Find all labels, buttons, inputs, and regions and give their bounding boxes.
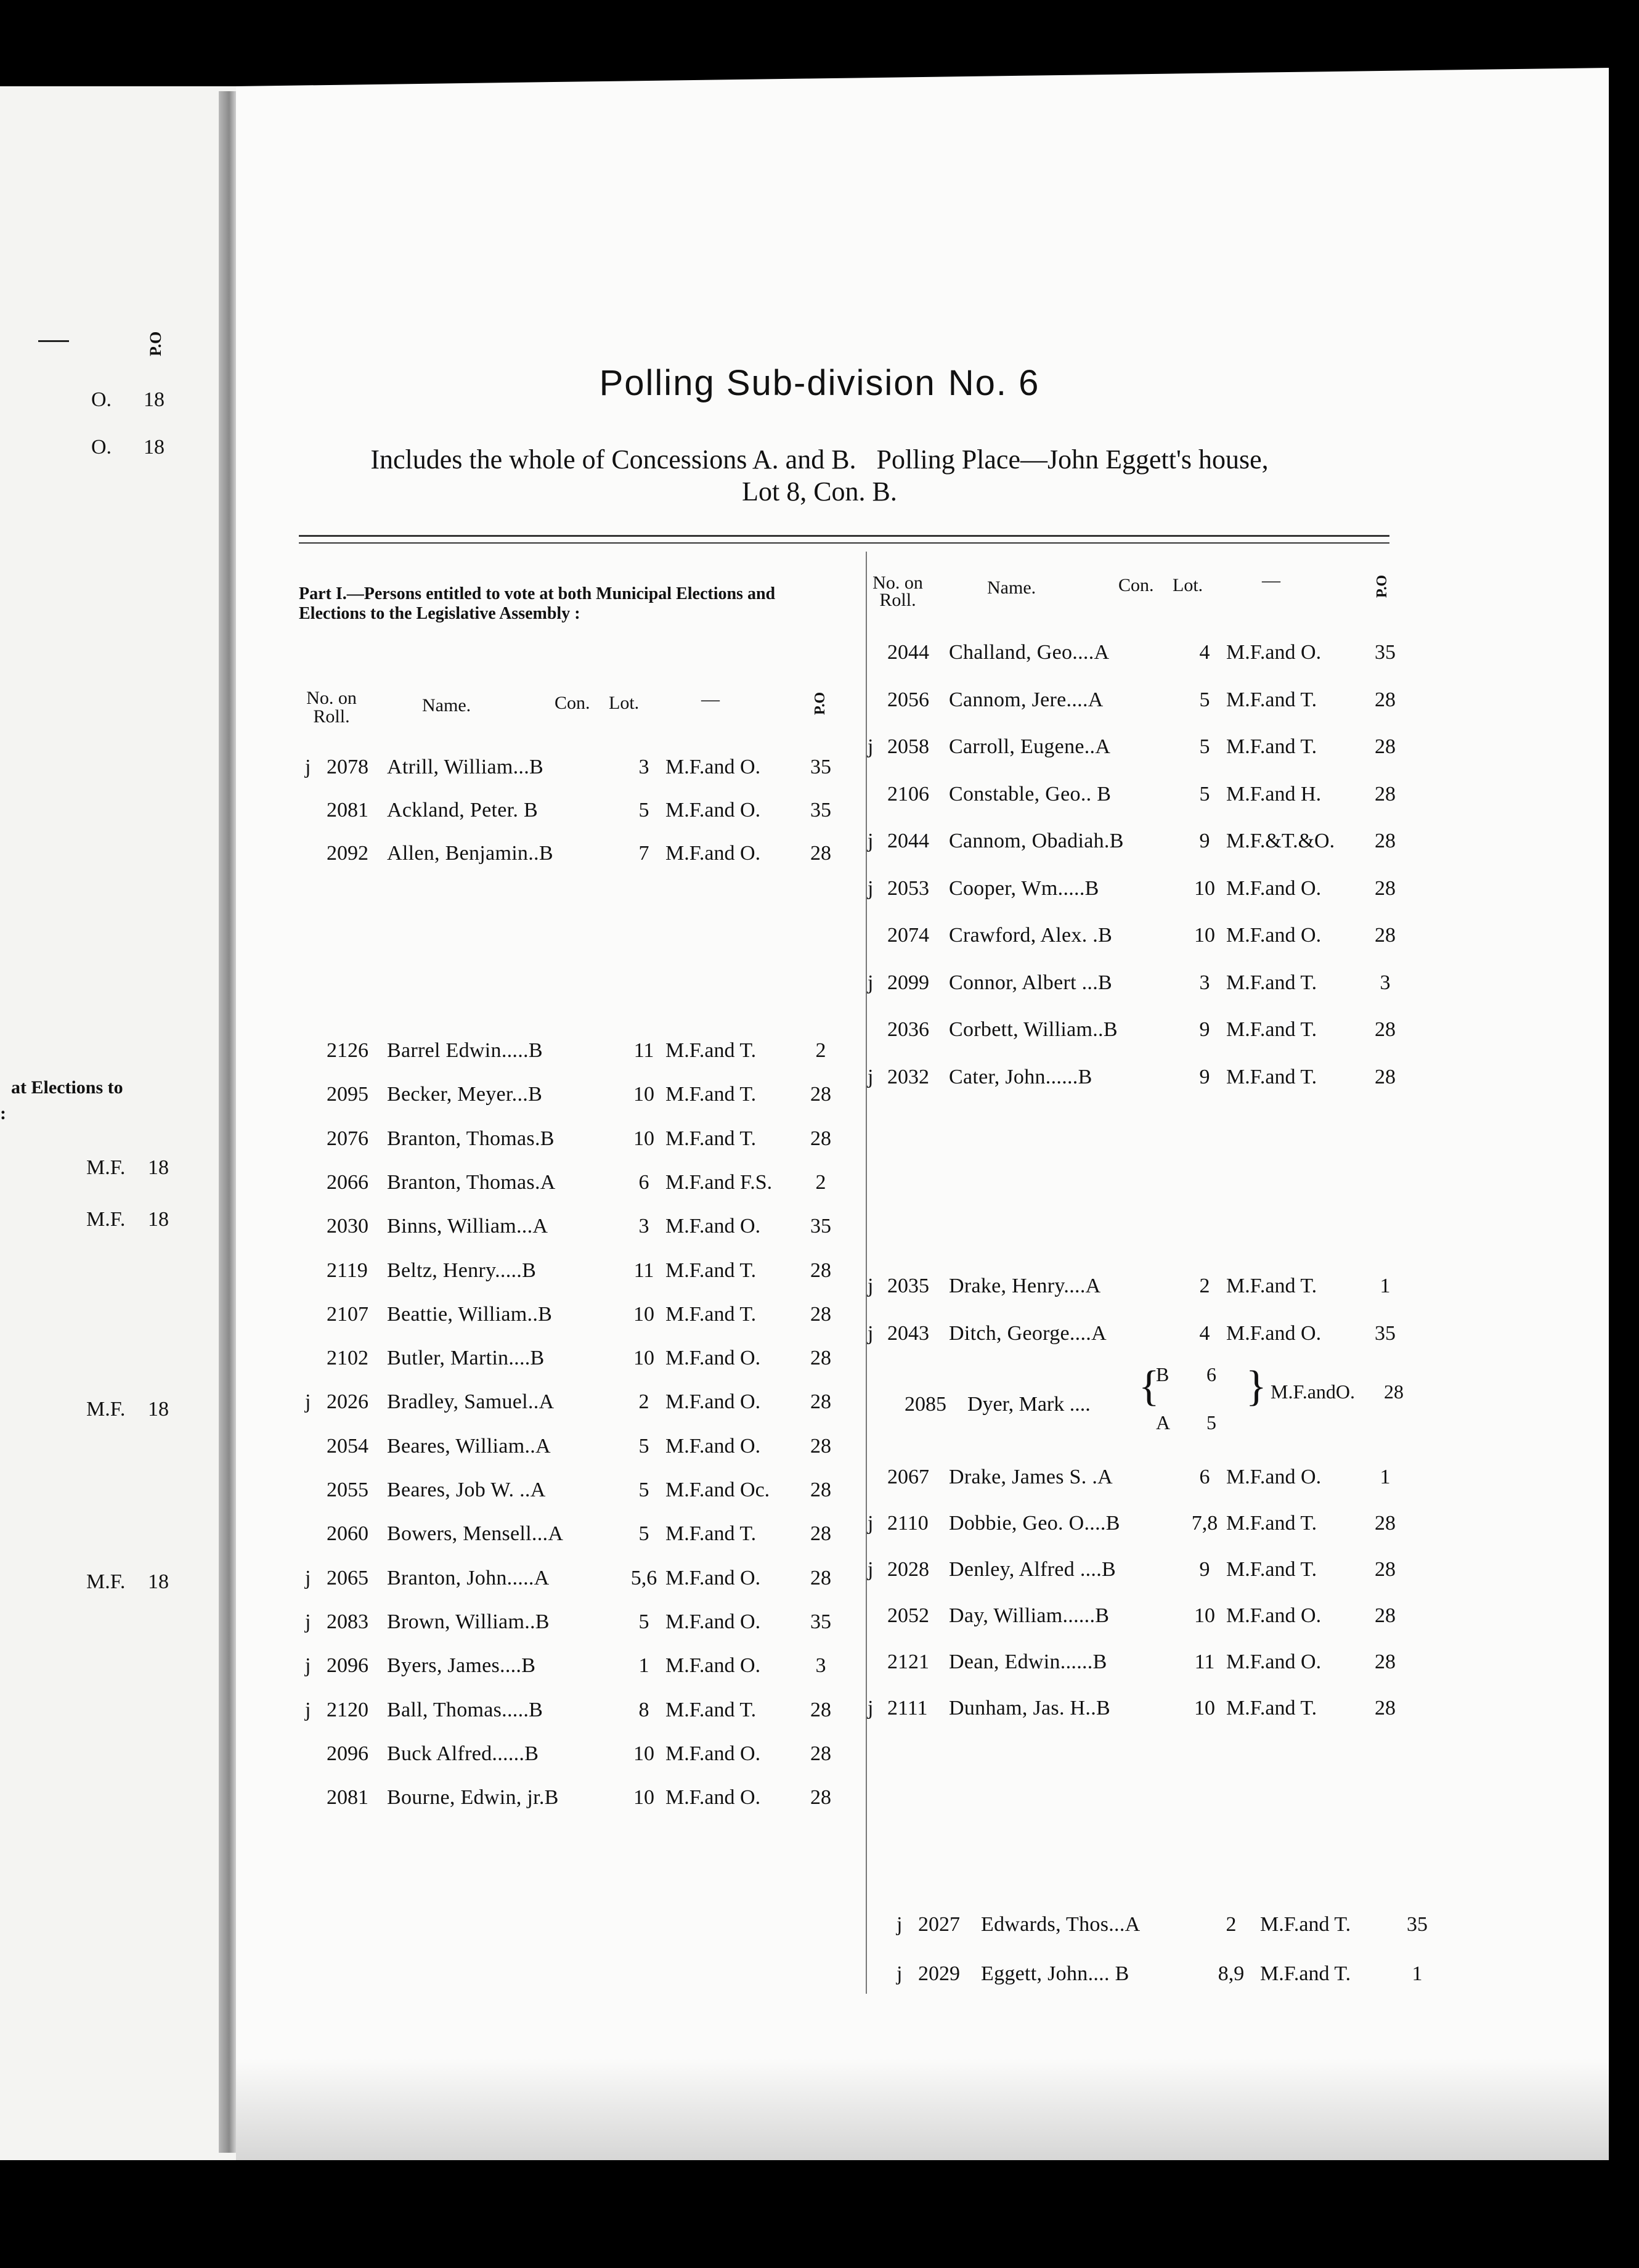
col-header-no-on-roll: No. on Roll. <box>306 688 357 727</box>
roll-number: 2044 <box>887 830 929 852</box>
voter-name: Day, William......B <box>949 1604 1110 1627</box>
post-office: 28 <box>1375 1018 1396 1041</box>
col-header-lot: Lot. <box>609 693 640 713</box>
roll-number: 2076 <box>327 1127 368 1150</box>
roll-number: 2107 <box>327 1302 368 1326</box>
voter-name: Becker, Meyer...B <box>387 1083 543 1106</box>
column-divider <box>866 552 867 1994</box>
voter-name: Edwards, Thos...A <box>981 1913 1141 1936</box>
qualification: M.F.and T. <box>665 1127 757 1150</box>
lot: 10 <box>633 1786 654 1809</box>
subtitle-line-1: Includes the whole of Concessions A. and B. Polling Place—John Eggett's house, <box>370 444 1269 475</box>
voter-name: Challand, Geo....A <box>949 641 1110 664</box>
roll-number: 2121 <box>887 1650 929 1673</box>
lot: 5 <box>638 1479 649 1501</box>
roll-number: 2029 <box>918 1962 960 1985</box>
post-office: 28 <box>810 1522 831 1546</box>
lot: 2 <box>1199 1275 1210 1297</box>
voter-name: Brown, William..B <box>387 1610 550 1633</box>
qualification: M.F.and H. <box>1226 782 1322 806</box>
qualification: M.F.and T. <box>1226 1275 1317 1297</box>
post-office: 28 <box>810 1566 831 1589</box>
qualification: M.F.and T. <box>1226 1558 1317 1581</box>
roll-number: 2036 <box>887 1018 929 1041</box>
lot: 6 <box>638 1170 649 1194</box>
roll-number: 2030 <box>327 1215 368 1238</box>
lot: 1 <box>638 1654 649 1678</box>
qualification: M.F.and T. <box>665 1258 757 1282</box>
post-office: 35 <box>810 1610 831 1633</box>
post-office: 28 <box>810 842 831 865</box>
voter-name: Barrel Edwin.....B <box>387 1039 543 1062</box>
qualification: M.F.and T. <box>1260 1962 1351 1985</box>
subtitle-line-2: Lot 8, Con. B. <box>742 476 897 507</box>
qualification: M.F.and F.S. <box>665 1170 773 1194</box>
post-office: 28 <box>1375 876 1396 900</box>
lot: 10 <box>633 1302 654 1326</box>
lot: 7,8 <box>1191 1512 1218 1535</box>
lot: 10 <box>633 1742 654 1765</box>
voter-name: Binns, William...A <box>387 1215 548 1238</box>
roll-mark: j <box>305 1610 311 1633</box>
col-header-lot: Lot. <box>1173 575 1203 595</box>
voter-name: Dyer, Mark .... <box>967 1393 1091 1416</box>
roll-mark: j <box>868 830 874 852</box>
voter-name: Drake, James S. .A <box>949 1466 1113 1488</box>
post-office: 28 <box>810 1390 831 1414</box>
post-office: 28 <box>810 1479 831 1501</box>
qualification: M.F.and T. <box>665 1083 757 1106</box>
left-row-type: O. <box>91 388 112 411</box>
roll-number: 2096 <box>327 1742 368 1765</box>
post-office: 28 <box>1375 735 1396 758</box>
qualification: M.F.and O. <box>665 1390 761 1414</box>
header-rule-top <box>299 535 1389 537</box>
lot: 2 <box>638 1390 649 1414</box>
post-office: 2 <box>815 1039 826 1062</box>
post-office: 28 <box>810 1258 831 1282</box>
roll-number: 2028 <box>887 1558 929 1581</box>
roll-mark: j <box>868 1322 874 1345</box>
lot: 9 <box>1199 830 1210 852</box>
right-brace: } <box>1246 1363 1267 1410</box>
roll-number: 2026 <box>327 1390 368 1414</box>
post-office: 28 <box>1375 1650 1396 1673</box>
roll-number: 2060 <box>327 1522 368 1546</box>
voter-name: Ball, Thomas.....B <box>387 1698 543 1721</box>
roll-number: 2053 <box>887 876 929 900</box>
left-row-po: 18 <box>148 1208 169 1231</box>
post-office: 28 <box>810 1434 831 1458</box>
lot: 11 <box>1194 1650 1215 1673</box>
roll-mark: j <box>305 756 311 778</box>
roll-mark: j <box>868 1065 874 1088</box>
voter-name: Dunham, Jas. H..B <box>949 1697 1110 1719</box>
lot: 11 <box>633 1258 654 1282</box>
qualification: M.F.and O. <box>665 1742 761 1765</box>
roll-number: 2067 <box>887 1466 929 1488</box>
post-office: 28 <box>1375 1065 1396 1088</box>
voter-name: Beltz, Henry.....B <box>387 1258 537 1282</box>
lot: 10 <box>633 1127 654 1150</box>
roll-number: 2111 <box>887 1697 928 1719</box>
left-header-po: P.O <box>147 331 165 356</box>
voter-name: Branton, John.....A <box>387 1566 550 1589</box>
qualification: M.F.and O. <box>1226 1466 1322 1488</box>
col-header-dash: — <box>1262 570 1280 590</box>
col-header-no-on-roll: No. on Roll. <box>872 573 923 610</box>
voter-name: Cannom, Jere....A <box>949 688 1104 711</box>
lot: 10 <box>1194 1697 1215 1719</box>
qualification: M.F.&T.&O. <box>1226 830 1335 852</box>
roll-mark: j <box>868 876 874 900</box>
qualification: M.F.and T. <box>665 1302 757 1326</box>
page-title <box>0 362 1639 404</box>
roll-number: 2058 <box>887 735 929 758</box>
left-row-po: 18 <box>148 1156 169 1179</box>
lot: 9 <box>1199 1065 1210 1088</box>
qualification: M.F.and O. <box>665 842 761 865</box>
lot: 10 <box>1194 924 1215 947</box>
roll-mark: j <box>868 1275 874 1297</box>
qualification: M.F.and O. <box>665 1347 761 1370</box>
lot: 5 <box>1206 1411 1216 1434</box>
voter-name: Bowers, Mensell...A <box>387 1522 564 1546</box>
post-office: 28 <box>1375 1604 1396 1627</box>
lot: 2 <box>1226 1913 1237 1936</box>
post-office: 3 <box>1380 971 1391 994</box>
lot: 5 <box>1199 688 1210 711</box>
qualification: M.F.and T. <box>1226 1018 1317 1041</box>
roll-mark: j <box>868 971 874 994</box>
roll-number: 2102 <box>327 1347 368 1370</box>
roll-number: 2054 <box>327 1434 368 1458</box>
roll-number: 2052 <box>887 1604 929 1627</box>
voter-name: Bradley, Samuel..A <box>387 1390 555 1414</box>
lot: 5 <box>638 799 649 822</box>
post-office: 2 <box>815 1170 826 1194</box>
qualification: M.F.and Oc. <box>665 1479 770 1501</box>
qualification: M.F.and O. <box>665 1215 761 1238</box>
roll-number: 2085 <box>905 1393 946 1416</box>
col-header-po: P.O <box>812 691 828 715</box>
header-rule-bottom <box>299 542 1389 544</box>
voter-name: Cooper, Wm.....B <box>949 876 1099 900</box>
left-row-type: M.F. <box>86 1156 126 1179</box>
voter-name: Eggett, John.... B <box>981 1962 1129 1985</box>
qualification: M.F.andO. <box>1271 1381 1355 1403</box>
qualification: M.F.and O. <box>1226 924 1322 947</box>
post-office: 28 <box>810 1742 831 1765</box>
voter-name: Byers, James....B <box>387 1654 536 1678</box>
voter-name: Constable, Geo.. B <box>949 782 1112 806</box>
qualification: M.F.and O. <box>665 1786 761 1809</box>
lot: 5 <box>638 1434 649 1458</box>
roll-number: 2095 <box>327 1083 368 1106</box>
voter-name: Crawford, Alex. .B <box>949 924 1113 947</box>
voter-name: Atrill, William...B <box>387 756 543 778</box>
roll-number: 2035 <box>887 1275 929 1297</box>
qualification: M.F.and O. <box>665 1566 761 1589</box>
post-office: 28 <box>810 1083 831 1106</box>
qualification: M.F.and O. <box>665 756 761 778</box>
lot: 9 <box>1199 1558 1210 1581</box>
roll-mark: j <box>897 1962 903 1985</box>
post-office: 28 <box>1375 924 1396 947</box>
roll-number: 2081 <box>327 799 368 822</box>
voter-name: Beares, William..A <box>387 1434 551 1458</box>
roll-number: 2044 <box>887 641 929 664</box>
lot: 3 <box>638 756 649 778</box>
left-brace: { <box>1139 1363 1160 1410</box>
col-header-con: Con. <box>555 693 590 713</box>
post-office: 28 <box>810 1698 831 1721</box>
post-office: 28 <box>1375 1558 1396 1581</box>
voter-name: Beattie, William..B <box>387 1302 553 1326</box>
concession: A <box>1156 1411 1171 1434</box>
post-office: 35 <box>810 756 831 778</box>
roll-number: 2110 <box>887 1512 929 1535</box>
roll-number: 2078 <box>327 756 368 778</box>
roll-mark: j <box>305 1566 311 1589</box>
left-row-po: 18 <box>148 1570 169 1593</box>
roll-number: 2027 <box>918 1913 960 1936</box>
voter-name: Denley, Alfred ....B <box>949 1558 1116 1581</box>
roll-mark: j <box>305 1698 311 1721</box>
post-office: 35 <box>810 1215 831 1238</box>
post-office: 28 <box>1375 782 1396 806</box>
lot: 8 <box>638 1698 649 1721</box>
post-office: 1 <box>1380 1275 1391 1297</box>
post-office: 28 <box>810 1347 831 1370</box>
qualification: M.F.and T. <box>665 1698 757 1721</box>
roll-number: 2032 <box>887 1065 929 1088</box>
col-header-con: Con. <box>1118 575 1154 595</box>
roll-mark: j <box>868 1697 874 1719</box>
concession: B <box>1156 1363 1169 1385</box>
voter-name: Dean, Edwin......B <box>949 1650 1107 1673</box>
qualification: M.F.and O. <box>665 799 761 822</box>
qualification: M.F.and O. <box>1226 1322 1322 1345</box>
lot: 10 <box>1194 1604 1215 1627</box>
left-row-type: M.F. <box>86 1570 126 1593</box>
roll-number: 2055 <box>327 1479 368 1501</box>
part1-heading: Part I.—Persons entitled to vote at both Municipal Elections and Elections to the Legislative Assembly : <box>299 584 776 623</box>
qualification: M.F.and T. <box>1226 1697 1317 1719</box>
voter-name: Cannom, Obadiah.B <box>949 830 1124 852</box>
lot: 5 <box>638 1522 649 1546</box>
post-office: 1 <box>1412 1962 1423 1985</box>
lot: 11 <box>633 1039 654 1062</box>
left-section-heading-cont: : <box>0 1103 6 1124</box>
col-header-name: Name. <box>422 695 471 716</box>
roll-number: 2106 <box>887 782 929 806</box>
page-title-text: Polling Sub-division <box>599 363 936 403</box>
post-office: 35 <box>1375 1322 1396 1345</box>
qualification: M.F.and T. <box>1226 1512 1317 1535</box>
roll-mark: j <box>868 1558 874 1581</box>
qualification: M.F.and T. <box>665 1039 757 1062</box>
left-header-dash <box>38 340 69 342</box>
left-row-type: M.F. <box>86 1398 126 1421</box>
lot: 4 <box>1199 641 1210 664</box>
post-office: 28 <box>1375 1512 1396 1535</box>
voter-name: Branton, Thomas.A <box>387 1170 556 1194</box>
left-section-heading: at Elections to <box>11 1077 123 1098</box>
roll-number: 2099 <box>887 971 929 994</box>
post-office: 28 <box>1384 1381 1404 1403</box>
lot: 3 <box>638 1215 649 1238</box>
roll-number: 2083 <box>327 1610 368 1633</box>
post-office: 28 <box>1375 688 1396 711</box>
qualification: M.F.and O. <box>665 1654 761 1678</box>
roll-number: 2119 <box>327 1258 368 1282</box>
left-row-po: 18 <box>148 1398 169 1421</box>
post-office: 35 <box>1375 641 1396 664</box>
post-office: 28 <box>1375 1697 1396 1719</box>
lot: 10 <box>633 1083 654 1106</box>
roll-number: 2066 <box>327 1170 368 1194</box>
lot: 5,6 <box>630 1566 657 1589</box>
roll-mark: j <box>868 1512 874 1535</box>
voter-name: Beares, Job W. ..A <box>387 1479 546 1501</box>
lot: 5 <box>1199 782 1210 806</box>
left-row-po: 18 <box>144 388 165 411</box>
voter-name: Butler, Martin....B <box>387 1347 545 1370</box>
page-title-number: No. 6 <box>948 363 1040 403</box>
left-row-type: M.F. <box>86 1208 126 1231</box>
roll-number: 2092 <box>327 842 368 865</box>
lot: 3 <box>1199 971 1210 994</box>
voter-name: Carroll, Eugene..A <box>949 735 1111 758</box>
post-office: 3 <box>815 1654 826 1678</box>
roll-number: 2065 <box>327 1566 368 1589</box>
lot: 5 <box>1199 735 1210 758</box>
qualification: M.F.and T. <box>1260 1913 1351 1936</box>
lot: 10 <box>633 1347 654 1370</box>
qualification: M.F.and T. <box>1226 735 1317 758</box>
left-row-type: O. <box>91 436 112 459</box>
post-office: 28 <box>1375 830 1396 852</box>
roll-number: 2074 <box>887 924 929 947</box>
qualification: M.F.and O. <box>1226 1604 1322 1627</box>
roll-mark: j <box>868 735 874 758</box>
roll-mark: j <box>305 1654 311 1678</box>
post-office: 1 <box>1380 1466 1391 1488</box>
voter-name: Buck Alfred......B <box>387 1742 539 1765</box>
lot: 7 <box>638 842 649 865</box>
qualification: M.F.and O. <box>1226 641 1322 664</box>
qualification: M.F.and O. <box>665 1610 761 1633</box>
qualification: M.F.and O. <box>1226 1650 1322 1673</box>
lot: 4 <box>1199 1322 1210 1345</box>
voter-name: Ditch, George....A <box>949 1322 1107 1345</box>
roll-mark: j <box>305 1390 311 1414</box>
roll-mark: j <box>897 1913 903 1936</box>
lot: 6 <box>1199 1466 1210 1488</box>
lot: 8,9 <box>1218 1962 1245 1985</box>
qualification: M.F.and T. <box>1226 688 1317 711</box>
post-office: 35 <box>1407 1913 1428 1936</box>
roll-number: 2126 <box>327 1039 368 1062</box>
voter-name: Dobbie, Geo. O....B <box>949 1512 1120 1535</box>
voter-name: Bourne, Edwin, jr.B <box>387 1786 559 1809</box>
post-office: 28 <box>810 1302 831 1326</box>
col-header-name: Name. <box>987 577 1036 598</box>
lot: 5 <box>638 1610 649 1633</box>
post-office: 28 <box>810 1127 831 1150</box>
voter-name: Allen, Benjamin..B <box>387 842 553 865</box>
qualification: M.F.and O. <box>1226 876 1322 900</box>
roll-number: 2056 <box>887 688 929 711</box>
roll-number: 2043 <box>887 1322 929 1345</box>
roll-number: 2096 <box>327 1654 368 1678</box>
col-header-dash: — <box>701 689 720 709</box>
roll-number: 2081 <box>327 1786 368 1809</box>
post-office: 35 <box>810 799 831 822</box>
qualification: M.F.and T. <box>665 1522 757 1546</box>
voter-name: Cater, John......B <box>949 1065 1092 1088</box>
voter-name: Branton, Thomas.B <box>387 1127 555 1150</box>
voter-name: Drake, Henry....A <box>949 1275 1101 1297</box>
qualification: M.F.and T. <box>1226 971 1317 994</box>
voter-name: Connor, Albert ...B <box>949 971 1112 994</box>
lot: 10 <box>1194 876 1215 900</box>
col-header-po: P.O <box>1374 574 1390 598</box>
voter-name: Corbett, William..B <box>949 1018 1118 1041</box>
lot: 9 <box>1199 1018 1210 1041</box>
left-row-po: 18 <box>144 436 165 459</box>
post-office: 28 <box>810 1786 831 1809</box>
qualification: M.F.and T. <box>1226 1065 1317 1088</box>
voter-name: Ackland, Peter. B <box>387 799 538 822</box>
page-shadow <box>236 2058 1609 2160</box>
lot: 6 <box>1206 1363 1216 1385</box>
qualification: M.F.and O. <box>665 1434 761 1458</box>
roll-number: 2120 <box>327 1698 368 1721</box>
